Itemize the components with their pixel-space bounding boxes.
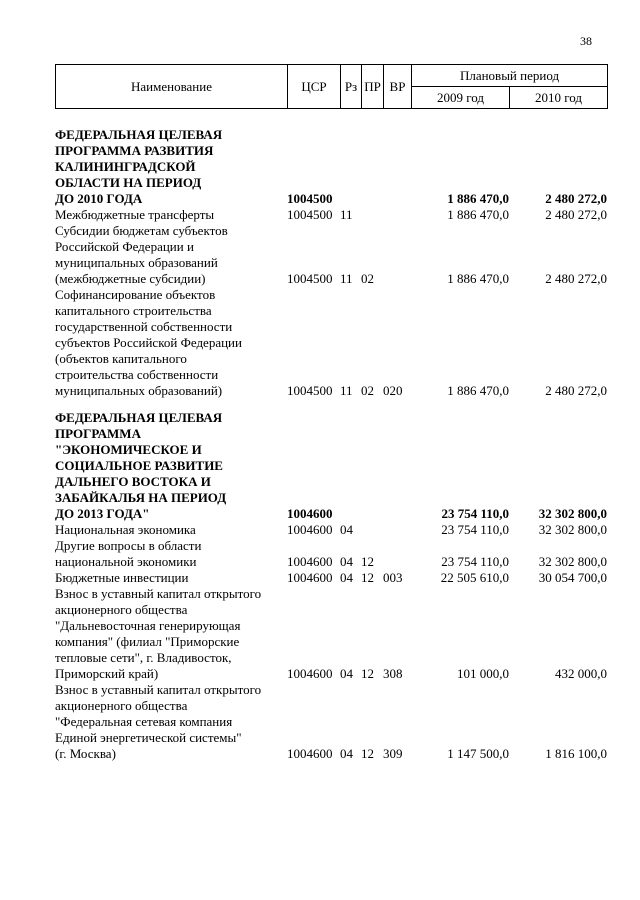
- cell-2009: 23 754 110,0: [441, 506, 509, 521]
- cell-2010: 2 480 272,0: [545, 191, 607, 206]
- cell-pr: [361, 410, 383, 522]
- cell-pr: [361, 522, 383, 538]
- cell-rz: 04: [340, 570, 353, 585]
- spacer-row: [55, 399, 607, 410]
- cell-name: Субсидии бюджетам субъектов Российской Федерации и муниципальных образований (межбюджетные субсидии): [55, 223, 228, 286]
- header-rz: Рз: [341, 65, 362, 109]
- cell-2009: 1 886 470,0: [447, 271, 509, 286]
- cell-2009: 101 000,0: [457, 666, 509, 681]
- cell-name: Межбюджетные трансферты: [55, 207, 215, 222]
- cell-rz: [340, 127, 361, 207]
- cell-name: ФЕДЕРАЛЬНАЯ ЦЕЛЕВАЯ ПРОГРАММА РАЗВИТИЯ КАЛИНИНГРАДСКОЙ ОБЛАСТИ НА ПЕРИОД ДО 2010 ГОДА: [55, 127, 223, 206]
- table-row: [55, 538, 607, 570]
- cell-pr: [361, 127, 383, 207]
- cell-vr: 308: [383, 666, 403, 681]
- cell-name: ФЕДЕРАЛЬНАЯ ЦЕЛЕВАЯ ПРОГРАММА "ЭКОНОМИЧЕСКОЕ И СОЦИАЛЬНОЕ РАЗВИТИЕ ДАЛЬНЕГО ВОСТОКА И ЗАБАЙКАЛЬЯ НА ПЕРИОД ДО 2013 ГОДА": [55, 410, 227, 521]
- cell-pr: 12: [361, 570, 374, 585]
- cell-csr: 1004500: [287, 207, 333, 222]
- cell-vr: [383, 410, 411, 522]
- cell-pr: 02: [361, 383, 374, 398]
- cell-name: Взнос в уставный капитал открытого акционерного общества "Дальневосточная генерирующая компания" (филиал "Приморские тепловые сети", г. Владивосток, Приморский край): [55, 586, 262, 681]
- table-row: [55, 223, 607, 287]
- table-row: [55, 287, 607, 399]
- cell-vr: [383, 538, 411, 570]
- header-vr: ВР: [384, 65, 412, 109]
- table-row: [55, 522, 607, 538]
- cell-2009: 23 754 110,0: [441, 554, 509, 569]
- table-row: [55, 586, 607, 682]
- cell-name: Бюджетные инвестиции: [55, 570, 189, 585]
- cell-2010: 2 480 272,0: [545, 207, 607, 222]
- cell-name: Другие вопросы в области национальной экономики: [55, 538, 202, 569]
- cell-vr: [383, 223, 411, 287]
- cell-rz: 04: [340, 522, 353, 537]
- cell-2010: 32 302 800,0: [538, 554, 607, 569]
- cell-vr: 020: [383, 383, 403, 398]
- header-year-2: 2010 год: [510, 87, 608, 109]
- cell-2009: 22 505 610,0: [440, 570, 509, 585]
- cell-rz: 04: [340, 554, 353, 569]
- header-year-1: 2009 год: [412, 87, 510, 109]
- cell-2009: 1 147 500,0: [447, 746, 509, 761]
- cell-vr: 309: [383, 746, 403, 761]
- cell-name: Софинансирование объектов капитального строительства государственной собственности субъектов Российской Федерации (объектов капитального строительства собственности муниципальных образований): [55, 287, 242, 398]
- cell-2009: 23 754 110,0: [441, 522, 509, 537]
- cell-2010: 1 816 100,0: [545, 746, 607, 761]
- cell-rz: [340, 410, 361, 522]
- table-header: [55, 64, 608, 109]
- table-row: [55, 207, 607, 223]
- cell-2010: 30 054 700,0: [538, 570, 607, 585]
- cell-2010: 32 302 800,0: [538, 506, 607, 521]
- cell-csr: 1004500: [287, 191, 333, 206]
- cell-name: Национальная экономика: [55, 522, 196, 537]
- cell-csr: 1004500: [287, 271, 333, 286]
- table-row: [55, 682, 607, 762]
- cell-2010: 2 480 272,0: [545, 383, 607, 398]
- cell-pr: 02: [361, 271, 374, 286]
- budget-table: [55, 127, 607, 762]
- cell-rz: 04: [340, 746, 353, 761]
- cell-csr: 1004600: [287, 746, 333, 761]
- header-pr: ПР: [362, 65, 384, 109]
- cell-vr: 003: [383, 570, 403, 585]
- cell-rz: 11: [340, 383, 353, 398]
- cell-pr: 12: [361, 666, 374, 681]
- cell-rz: 04: [340, 666, 353, 681]
- cell-csr: 1004600: [287, 554, 333, 569]
- cell-pr: 12: [361, 554, 374, 569]
- cell-csr: 1004600: [287, 506, 333, 521]
- header-name: Наименование: [56, 65, 288, 109]
- cell-csr: 1004600: [287, 522, 333, 537]
- cell-rz: 11: [340, 207, 353, 222]
- table-row: [55, 570, 607, 586]
- cell-2010: 32 302 800,0: [538, 522, 607, 537]
- cell-2010: 2 480 272,0: [545, 271, 607, 286]
- cell-rz: 11: [340, 271, 353, 286]
- cell-2009: 1 886 470,0: [447, 207, 509, 222]
- cell-pr: [361, 207, 383, 223]
- cell-vr: [383, 522, 411, 538]
- header-csr: ЦСР: [288, 65, 341, 109]
- cell-vr: [383, 127, 411, 207]
- table-row: [55, 127, 607, 207]
- page-number: 38: [580, 34, 592, 48]
- cell-csr: 1004500: [287, 383, 333, 398]
- header-planned-period: Плановый период: [412, 65, 608, 87]
- cell-2009: 1 886 470,0: [447, 383, 509, 398]
- cell-pr: 12: [361, 746, 374, 761]
- cell-csr: 1004600: [287, 666, 333, 681]
- cell-name: Взнос в уставный капитал открытого акционерного общества "Федеральная сетевая компания Единой энергетической системы" (г. Москва): [55, 682, 262, 761]
- cell-vr: [383, 207, 411, 223]
- cell-2009: 1 886 470,0: [447, 191, 509, 206]
- cell-2010: 432 000,0: [555, 666, 607, 681]
- table-row: [55, 410, 607, 522]
- cell-csr: 1004600: [287, 570, 333, 585]
